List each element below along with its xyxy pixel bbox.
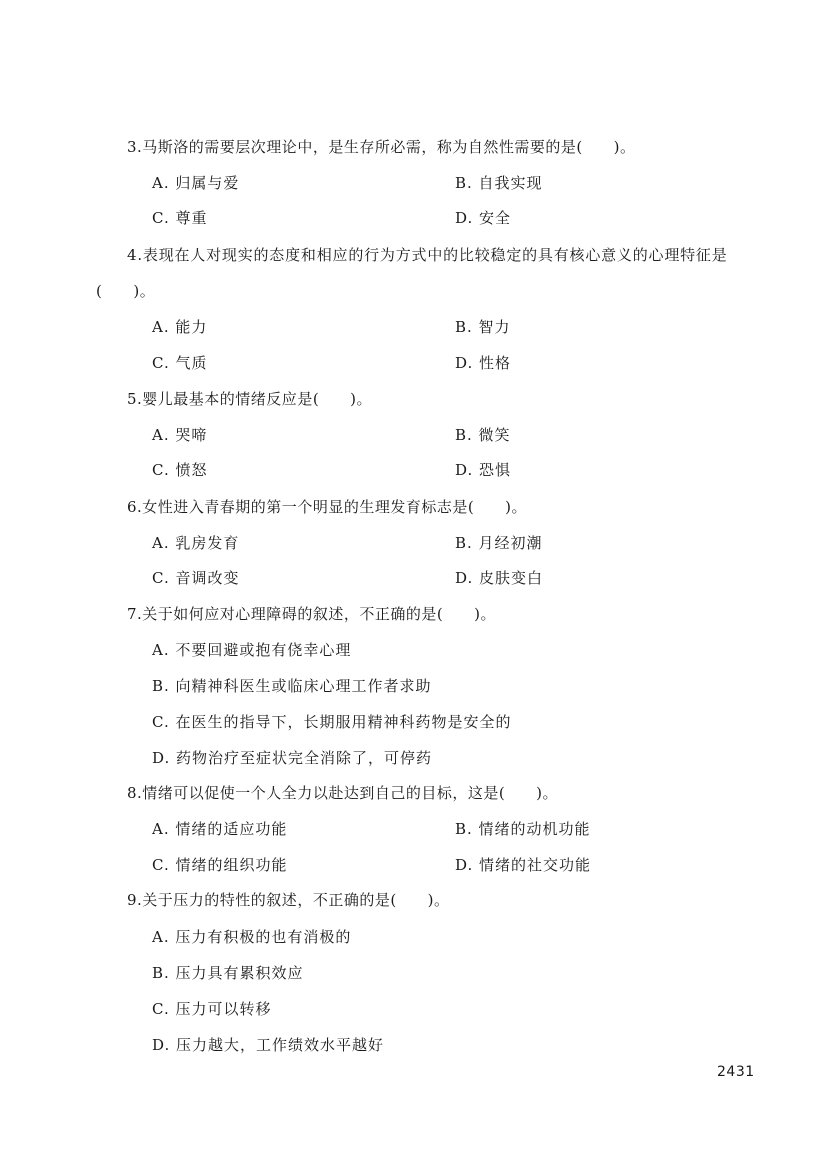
question-8-option-a: A. 情绪的适应功能 [152, 820, 288, 838]
question-7-option-a: A. 不要回避或抱有侥幸心理 [152, 641, 352, 659]
question-3-option-a: A. 归属与爱 [152, 174, 240, 192]
question-9-option-a: A. 压力有积极的也有消极的 [152, 928, 352, 946]
question-3-stem: 3.马斯洛的需要层次理论中，是生存所必需，称为自然性需要的是( )。 [127, 138, 636, 156]
question-6-stem: 6.女性进入青春期的第一个明显的生理发育标志是( )。 [127, 498, 528, 516]
question-8-option-b: B. 情绪的动机功能 [455, 820, 591, 838]
question-8-option-d: D. 情绪的社交功能 [455, 856, 592, 874]
question-7-option-c: C. 在医生的指导下，长期服用精神科药物是安全的 [152, 713, 512, 731]
question-9-option-d: D. 压力越大，工作绩效水平越好 [152, 1036, 385, 1054]
question-9-option-c: C. 压力可以转移 [152, 1000, 272, 1018]
question-6-option-a: A. 乳房发育 [152, 534, 240, 552]
question-4-stem: 4.表现在人对现实的态度和相应的行为方式中的比较稳定的具有核心意义的心理特征是 [127, 246, 728, 264]
question-5-option-d: D. 恐惧 [455, 461, 512, 479]
question-4-option-c: C. 气质 [152, 354, 208, 372]
question-6-option-d: D. 皮肤变白 [455, 569, 544, 587]
question-9-option-b: B. 压力具有累积效应 [152, 964, 304, 982]
question-5-option-c: C. 愤怒 [152, 461, 208, 479]
question-3-option-b: B. 自我实现 [455, 174, 543, 192]
question-4-option-d: D. 性格 [455, 354, 512, 372]
question-8-option-c: C. 情绪的组织功能 [152, 856, 288, 874]
question-3-option-c: C. 尊重 [152, 209, 208, 227]
question-4-stem-continuation: ( )。 [96, 282, 156, 300]
question-9-stem: 9.关于压力的特性的叙述，不正确的是( )。 [127, 891, 450, 909]
question-3-option-d: D. 安全 [455, 209, 512, 227]
question-5-option-b: B. 微笑 [455, 426, 511, 444]
question-5-stem: 5.婴儿最基本的情绪反应是( )。 [127, 390, 373, 408]
question-5-option-a: A. 哭啼 [152, 426, 208, 444]
question-7-option-d: D. 药物治疗至症状完全消除了，可停药 [152, 749, 433, 767]
page-number: 2431 [717, 1064, 755, 1080]
question-7-option-b: B. 向精神科医生或临床心理工作者求助 [152, 677, 432, 695]
question-4-option-a: A. 能力 [152, 318, 208, 336]
question-6-option-b: B. 月经初潮 [455, 534, 543, 552]
question-6-option-c: C. 音调改变 [152, 569, 240, 587]
question-4-option-b: B. 智力 [455, 318, 511, 336]
question-7-stem: 7.关于如何应对心理障碍的叙述，不正确的是( )。 [127, 605, 497, 623]
question-8-stem: 8.情绪可以促使一个人全力以赴达到自己的目标，这是( )。 [127, 784, 559, 802]
